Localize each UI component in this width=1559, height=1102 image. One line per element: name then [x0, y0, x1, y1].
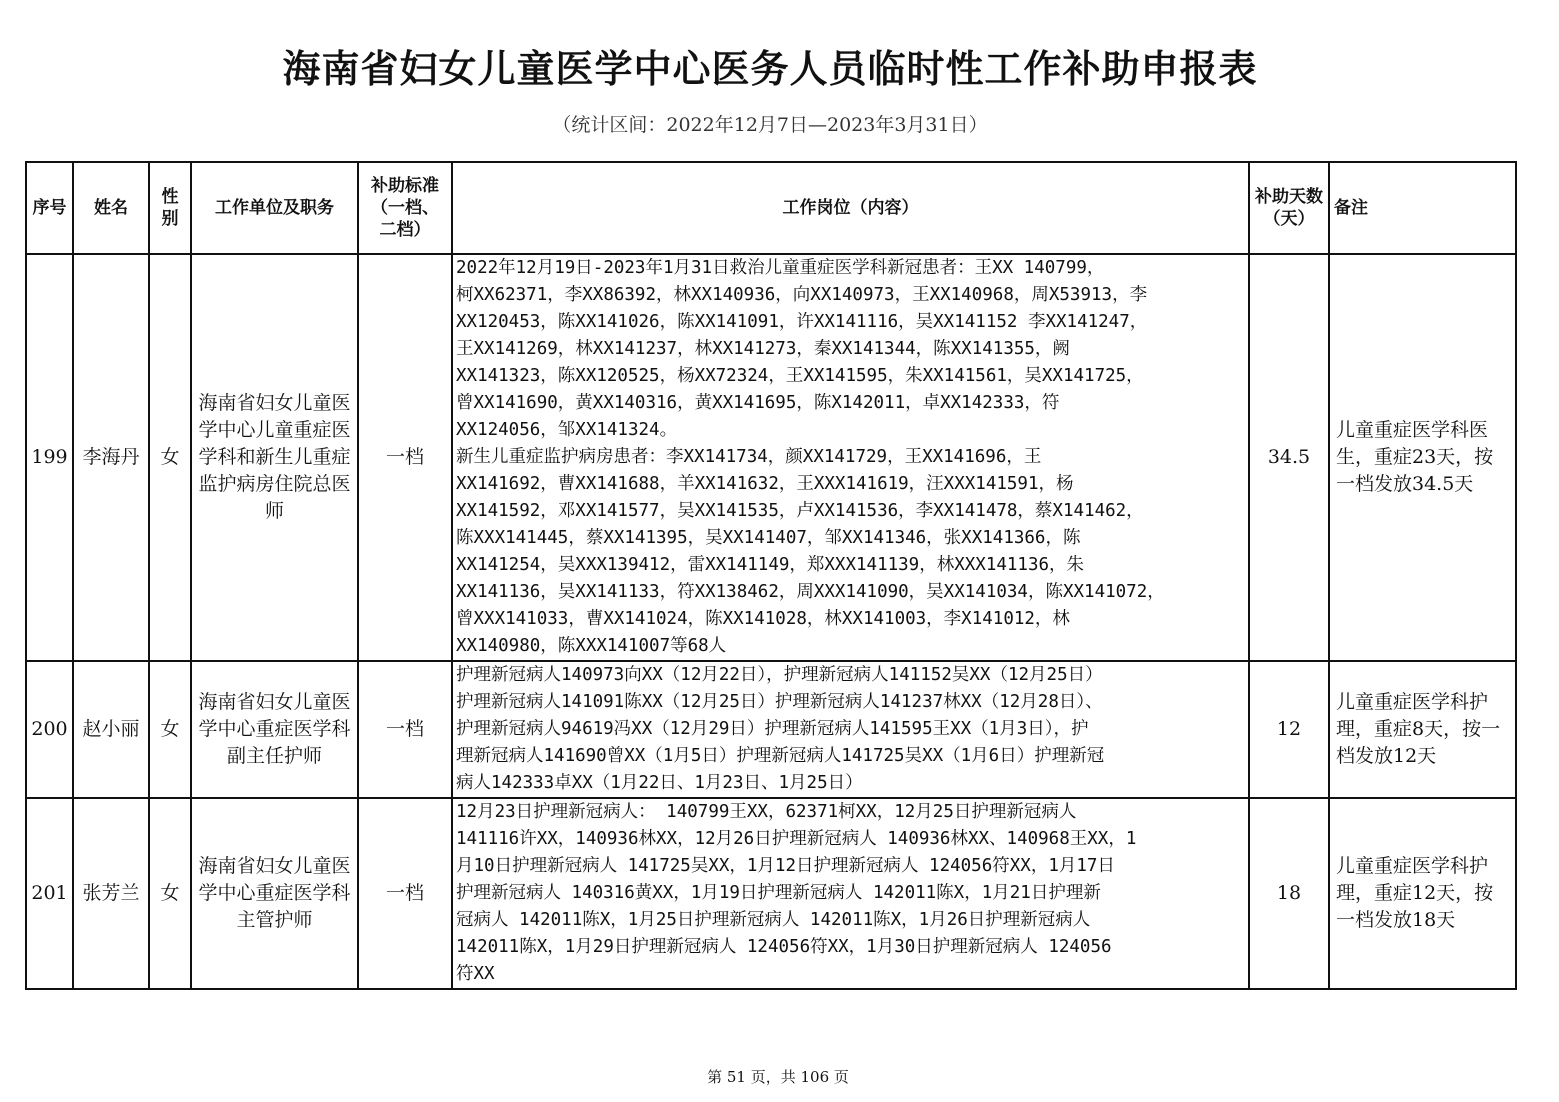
- page-footer: 第 51 页，共 106 页: [707, 1068, 849, 1086]
- header-days: 补助天数（天）: [1249, 162, 1329, 254]
- cell-unit: 海南省妇女儿童医学中心重症医学科主管护师: [191, 798, 358, 989]
- table-row: [26, 798, 1516, 989]
- cell-no: 201: [26, 798, 73, 989]
- cell-gender: 女: [149, 661, 191, 798]
- cell-remark: 儿童重症医学科护理，重症12天，按一档发放18天: [1329, 798, 1516, 989]
- cell-standard: 一档: [358, 798, 452, 989]
- header-standard: 补助标准（一档、二档）: [358, 162, 452, 254]
- cell-standard: 一档: [358, 661, 452, 798]
- cell-post: 12月23日护理新冠病人： 140799王XX，62371柯XX，12月25日护理新冠病人 141116许XX，140936林XX，12月26日护理新冠病人 140936林XX、140968王XX，1 月10日护理新冠病人 141725吴XX，1月12日护理新冠病人 124056符XX，1月17日 护理新冠病人 140316黄XX，1月19日护理新冠病人 142011陈X，1月21日护理新 冠病人 142011陈X，1月25日护理新冠病人 142011陈X，1月26日护理新冠病人 142011陈X，1月29日护理新冠病人 124056符XX，1月30日护理新冠病人 124056 符XX: [452, 798, 1249, 989]
- cell-days: 18: [1249, 798, 1329, 989]
- table-row: [26, 661, 1516, 798]
- cell-remark: 儿童重症医学科护理，重症8天，按一档发放12天: [1329, 661, 1516, 798]
- cell-remark: 儿童重症医学科医生，重症23天，按一档发放34.5天: [1329, 254, 1516, 661]
- table-header-row: [26, 162, 1516, 254]
- header-post: 工作岗位（内容）: [452, 162, 1249, 254]
- statistics-period: （统计区间：2022年12月7日—2023年3月31日）: [552, 114, 988, 136]
- cell-gender: 女: [149, 254, 191, 661]
- cell-unit: 海南省妇女儿童医学中心重症医学科副主任护师: [191, 661, 358, 798]
- cell-gender: 女: [149, 798, 191, 989]
- cell-name: 张芳兰: [73, 798, 149, 989]
- header-gender: 性别: [149, 162, 191, 254]
- header-name: 姓名: [73, 162, 149, 254]
- cell-unit: 海南省妇女儿童医学中心儿童重症医学科和新生儿重症监护病房住院总医师: [191, 254, 358, 661]
- cell-standard: 一档: [358, 254, 452, 661]
- cell-days: 12: [1249, 661, 1329, 798]
- cell-days: 34.5: [1249, 254, 1329, 661]
- header-unit: 工作单位及职务: [191, 162, 358, 254]
- cell-no: 200: [26, 661, 73, 798]
- cell-name: 赵小丽: [73, 661, 149, 798]
- header-no: 序号: [26, 162, 73, 254]
- table-row: [26, 254, 1516, 661]
- cell-name: 李海丹: [73, 254, 149, 661]
- page-title: 海南省妇女儿童医学中心医务人员临时性工作补助申报表: [282, 47, 1258, 91]
- header-remark: 备注: [1329, 162, 1516, 254]
- subsidy-table: [25, 161, 1517, 990]
- cell-no: 199: [26, 254, 73, 661]
- cell-post: 护理新冠病人140973向XX（12月22日），护理新冠病人141152吴XX（12月25日） 护理新冠病人141091陈XX（12月25日）护理新冠病人141237林XX（12月28日）、 护理新冠病人94619冯XX（12月29日）护理新冠病人141595王XX（1月3日），护 理新冠病人141690曾XX（1月5日）护理新冠病人141725吴XX（1月6日）护理新冠 病人142333卓XX（1月22日、1月23日、1月25日）: [452, 661, 1249, 798]
- cell-post: 2022年12月19日-2023年1月31日救治儿童重症医学科新冠患者：王XX 140799， 柯XX62371，李XX86392，林XX140936，向XX140973，王XX140968，周X53913，李 XX120453，陈XX141026，陈XX141091，许XX141116，吴XX141152 李XX141247， 王XX141269，林XX141237，林XX141273，秦XX141344，陈XX141355，阙 XX141323，陈XX120525，杨XX72324，王XX141595，朱XX141561，吴XX141725， 曾XX141690，黄XX140316，黄XX141695，陈X142011，卓XX142333，符 XX124056，邹XX141324。 新生儿重症监护病房患者：李XX141734，颜XX141729，王XX141696，王 XX141692，曹XX141688，羊XX141632，王XXX141619，汪XXX141591，杨 XX141592，邓XX141577，吴XX141535，卢XX141536，李XX141478，蔡X141462， 陈XXX141445，蔡XX141395，吴XX141407，邹XX141346，张XX141366，陈 XX141254，吴XXX139412，雷XX141149，郑XXX141139，林XXX141136，朱 XX141136，吴XX141133，符XX138462，周XXX141090，吴XX141034，陈XX141072， 曾XXX141033，曹XX141024，陈XX141028，林XX141003，李X141012，林 XX140980，陈XXX141007等68人: [452, 254, 1249, 661]
